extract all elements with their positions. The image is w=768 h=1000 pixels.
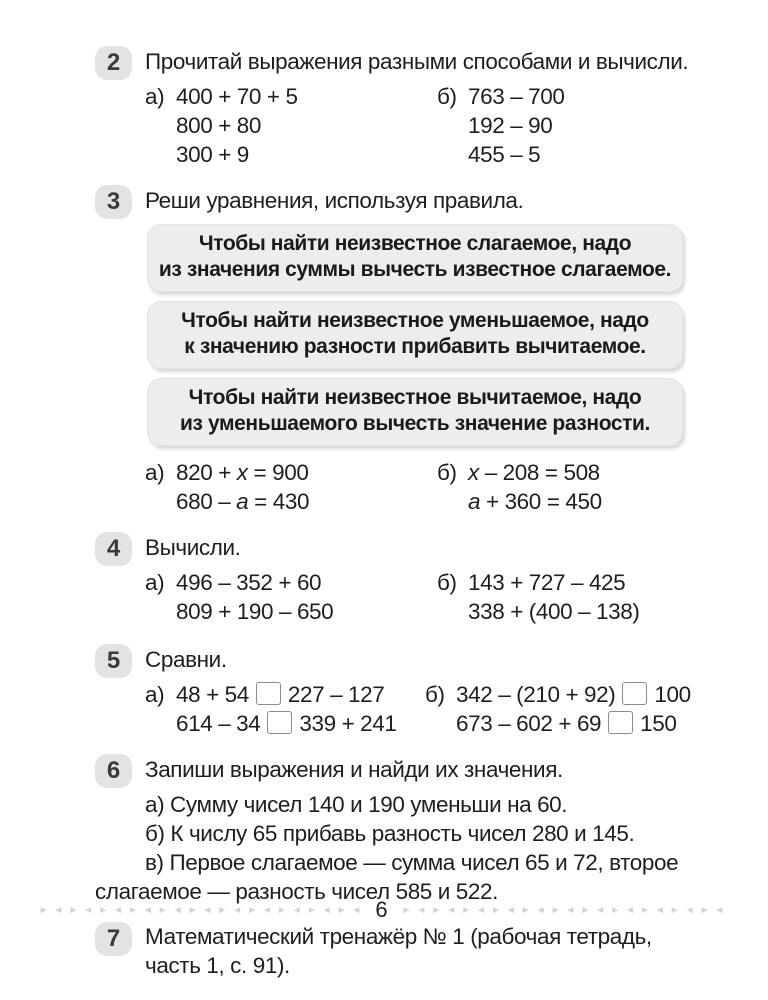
exercise-3 <box>95 185 724 516</box>
expression: 400 + 70 + 5 <box>176 84 298 109</box>
exercise-7-number-badge: 7 <box>95 922 132 956</box>
task-item-b: б) К числу 65 прибавь разность чисел 280 и 145. <box>145 821 635 846</box>
task-item-v-line1: в) Первое слагаемое — сумма чисел 65 и 72, второе <box>145 850 679 875</box>
equation-line <box>145 458 437 487</box>
expression: 338 + (400 – 138) <box>468 599 640 624</box>
comparison-line <box>145 680 425 709</box>
equation-line <box>437 487 724 516</box>
exercise-2-content <box>145 46 724 169</box>
comparison-line <box>425 709 724 738</box>
expression-line <box>437 140 724 169</box>
expression-right: 227 – 127 <box>287 682 385 707</box>
expression-left: 673 – 602 + 69 <box>456 711 602 736</box>
exercise-7-content <box>145 922 724 980</box>
exercise-5-title: Сравни. <box>145 647 227 672</box>
exercise-2-col-b <box>437 82 724 169</box>
exercise-4-columns <box>145 568 724 626</box>
rule-line: из значения суммы вычесть известное слагаемое. <box>158 258 672 281</box>
footer-triangle-ornament-right: ►◄►◄►◄►◄►◄►◄►◄►◄►◄►◄►◄ <box>401 904 730 916</box>
expression: 192 – 90 <box>468 113 553 138</box>
item-label-b: б) <box>437 570 457 595</box>
exercise-4-number-badge: 4 <box>95 532 132 566</box>
exercise-5-col-b <box>425 680 724 738</box>
comparison-answer-box <box>256 682 281 705</box>
rule-line: из уменьшаемого вычесть значение разности. <box>180 412 650 435</box>
item-label-b: б) <box>425 682 445 707</box>
equation-part: 820 + <box>176 460 237 485</box>
exercise-2-number-badge: 2 <box>95 46 132 80</box>
equation-part: 680 – <box>176 489 237 514</box>
expression: 496 – 352 + 60 <box>176 570 322 595</box>
exercise-2-title: Прочитай выражения разными способами и вычисли. <box>145 49 689 74</box>
expression-left: 48 + 54 <box>176 682 249 707</box>
exercise-5-col-a <box>145 680 425 738</box>
exercise-3-equations <box>145 458 724 516</box>
rule-box-addend <box>147 224 683 292</box>
comparison-line <box>145 709 425 738</box>
exercise-6-number-badge: 6 <box>95 754 132 788</box>
expression: 455 – 5 <box>468 142 541 167</box>
expression-line <box>437 111 724 140</box>
expression: 809 + 190 – 650 <box>176 599 334 624</box>
comparison-answer-box <box>608 711 633 734</box>
expression-line <box>145 568 437 597</box>
exercise-4-col-a <box>145 568 437 626</box>
expression-line <box>145 597 437 626</box>
exercise-4-title: Вычисли. <box>145 535 241 560</box>
exercise-4 <box>95 532 724 626</box>
comparison-line <box>425 680 724 709</box>
expression-line <box>145 82 437 111</box>
exercise-3-col-b <box>437 458 724 516</box>
exercise-7 <box>95 922 724 980</box>
equation-part: + 360 = 450 <box>480 489 602 514</box>
expression: 300 + 9 <box>176 142 249 167</box>
exercise-2-columns <box>145 82 724 169</box>
task-item-v-line2: слагаемое — разность чисел 585 и 522. <box>95 879 498 904</box>
exercise-4-col-b <box>437 568 724 626</box>
task-text-line2: часть 1, с. 91). <box>145 953 290 978</box>
item-label-a: а) <box>145 84 165 109</box>
expression: 800 + 80 <box>176 113 262 138</box>
rule-line: Чтобы найти неизвестное вычитаемое, надо <box>188 386 642 409</box>
exercise-6 <box>95 754 724 906</box>
expression-line <box>437 82 724 111</box>
expression-right: 100 <box>654 682 691 707</box>
equation-variable: a <box>468 489 481 514</box>
equation-part: = 900 <box>247 460 309 485</box>
item-label-b: б) <box>437 460 457 485</box>
expression-line <box>437 568 724 597</box>
item-label-a: а) <box>145 682 165 707</box>
rule-line: Чтобы найти неизвестное слагаемое, надо <box>198 232 632 255</box>
equation-variable: x <box>468 460 479 485</box>
rule-line: к значению разности прибавить вычитаемое. <box>184 335 646 358</box>
exercise-5 <box>95 644 724 738</box>
item-label-a: а) <box>145 570 165 595</box>
exercise-3-col-a <box>145 458 437 516</box>
expression-line <box>437 597 724 626</box>
rule-box-subtrahend <box>147 378 683 446</box>
exercise-6-content <box>95 754 724 906</box>
page-number: 6 <box>375 897 388 922</box>
expression-line <box>145 140 437 169</box>
footer-triangle-ornament-left: ►◄►◄►◄►◄►◄►◄►◄►◄►◄►◄►◄ <box>38 904 367 916</box>
exercise-3-content <box>145 185 724 516</box>
exercise-3-number-badge: 3 <box>95 185 132 219</box>
equation-variable: a <box>236 489 249 514</box>
expression-left: 342 – (210 + 92) <box>456 682 616 707</box>
exercise-4-content <box>145 532 724 626</box>
equation-line <box>437 458 724 487</box>
equation-variable: x <box>236 460 248 485</box>
expression-line <box>145 111 437 140</box>
task-text-line1: Математический тренажёр № 1 (рабочая тетрадь, <box>145 924 652 949</box>
expression-right: 339 + 241 <box>299 711 397 736</box>
comparison-answer-box <box>267 711 292 734</box>
exercise-5-columns <box>145 680 724 738</box>
exercise-6-title: Запиши выражения и найди их значения. <box>145 757 563 782</box>
exercise-2-col-a <box>145 82 437 169</box>
expression: 763 – 700 <box>468 84 565 109</box>
equation-part: – 208 = 508 <box>478 460 600 485</box>
rule-box-minuend <box>147 301 683 369</box>
item-label-a: а) <box>145 460 165 485</box>
item-label-b: б) <box>437 84 457 109</box>
expression-left: 614 – 34 <box>176 711 261 736</box>
equation-part: = 430 <box>248 489 310 514</box>
exercise-2 <box>95 0 724 169</box>
exercise-5-content <box>145 644 724 738</box>
expression-right: 150 <box>640 711 677 736</box>
exercise-5-number-badge: 5 <box>95 644 132 678</box>
exercise-3-title: Реши уравнения, используя правила. <box>145 188 524 213</box>
equation-line <box>145 487 437 516</box>
page-footer <box>0 899 768 921</box>
expression: 143 + 727 – 425 <box>468 570 626 595</box>
rule-line: Чтобы найти неизвестное уменьшаемое, надо <box>181 309 649 332</box>
task-item-a: а) Сумму чисел 140 и 190 уменьши на 60. <box>145 792 568 817</box>
comparison-answer-box <box>622 682 647 705</box>
